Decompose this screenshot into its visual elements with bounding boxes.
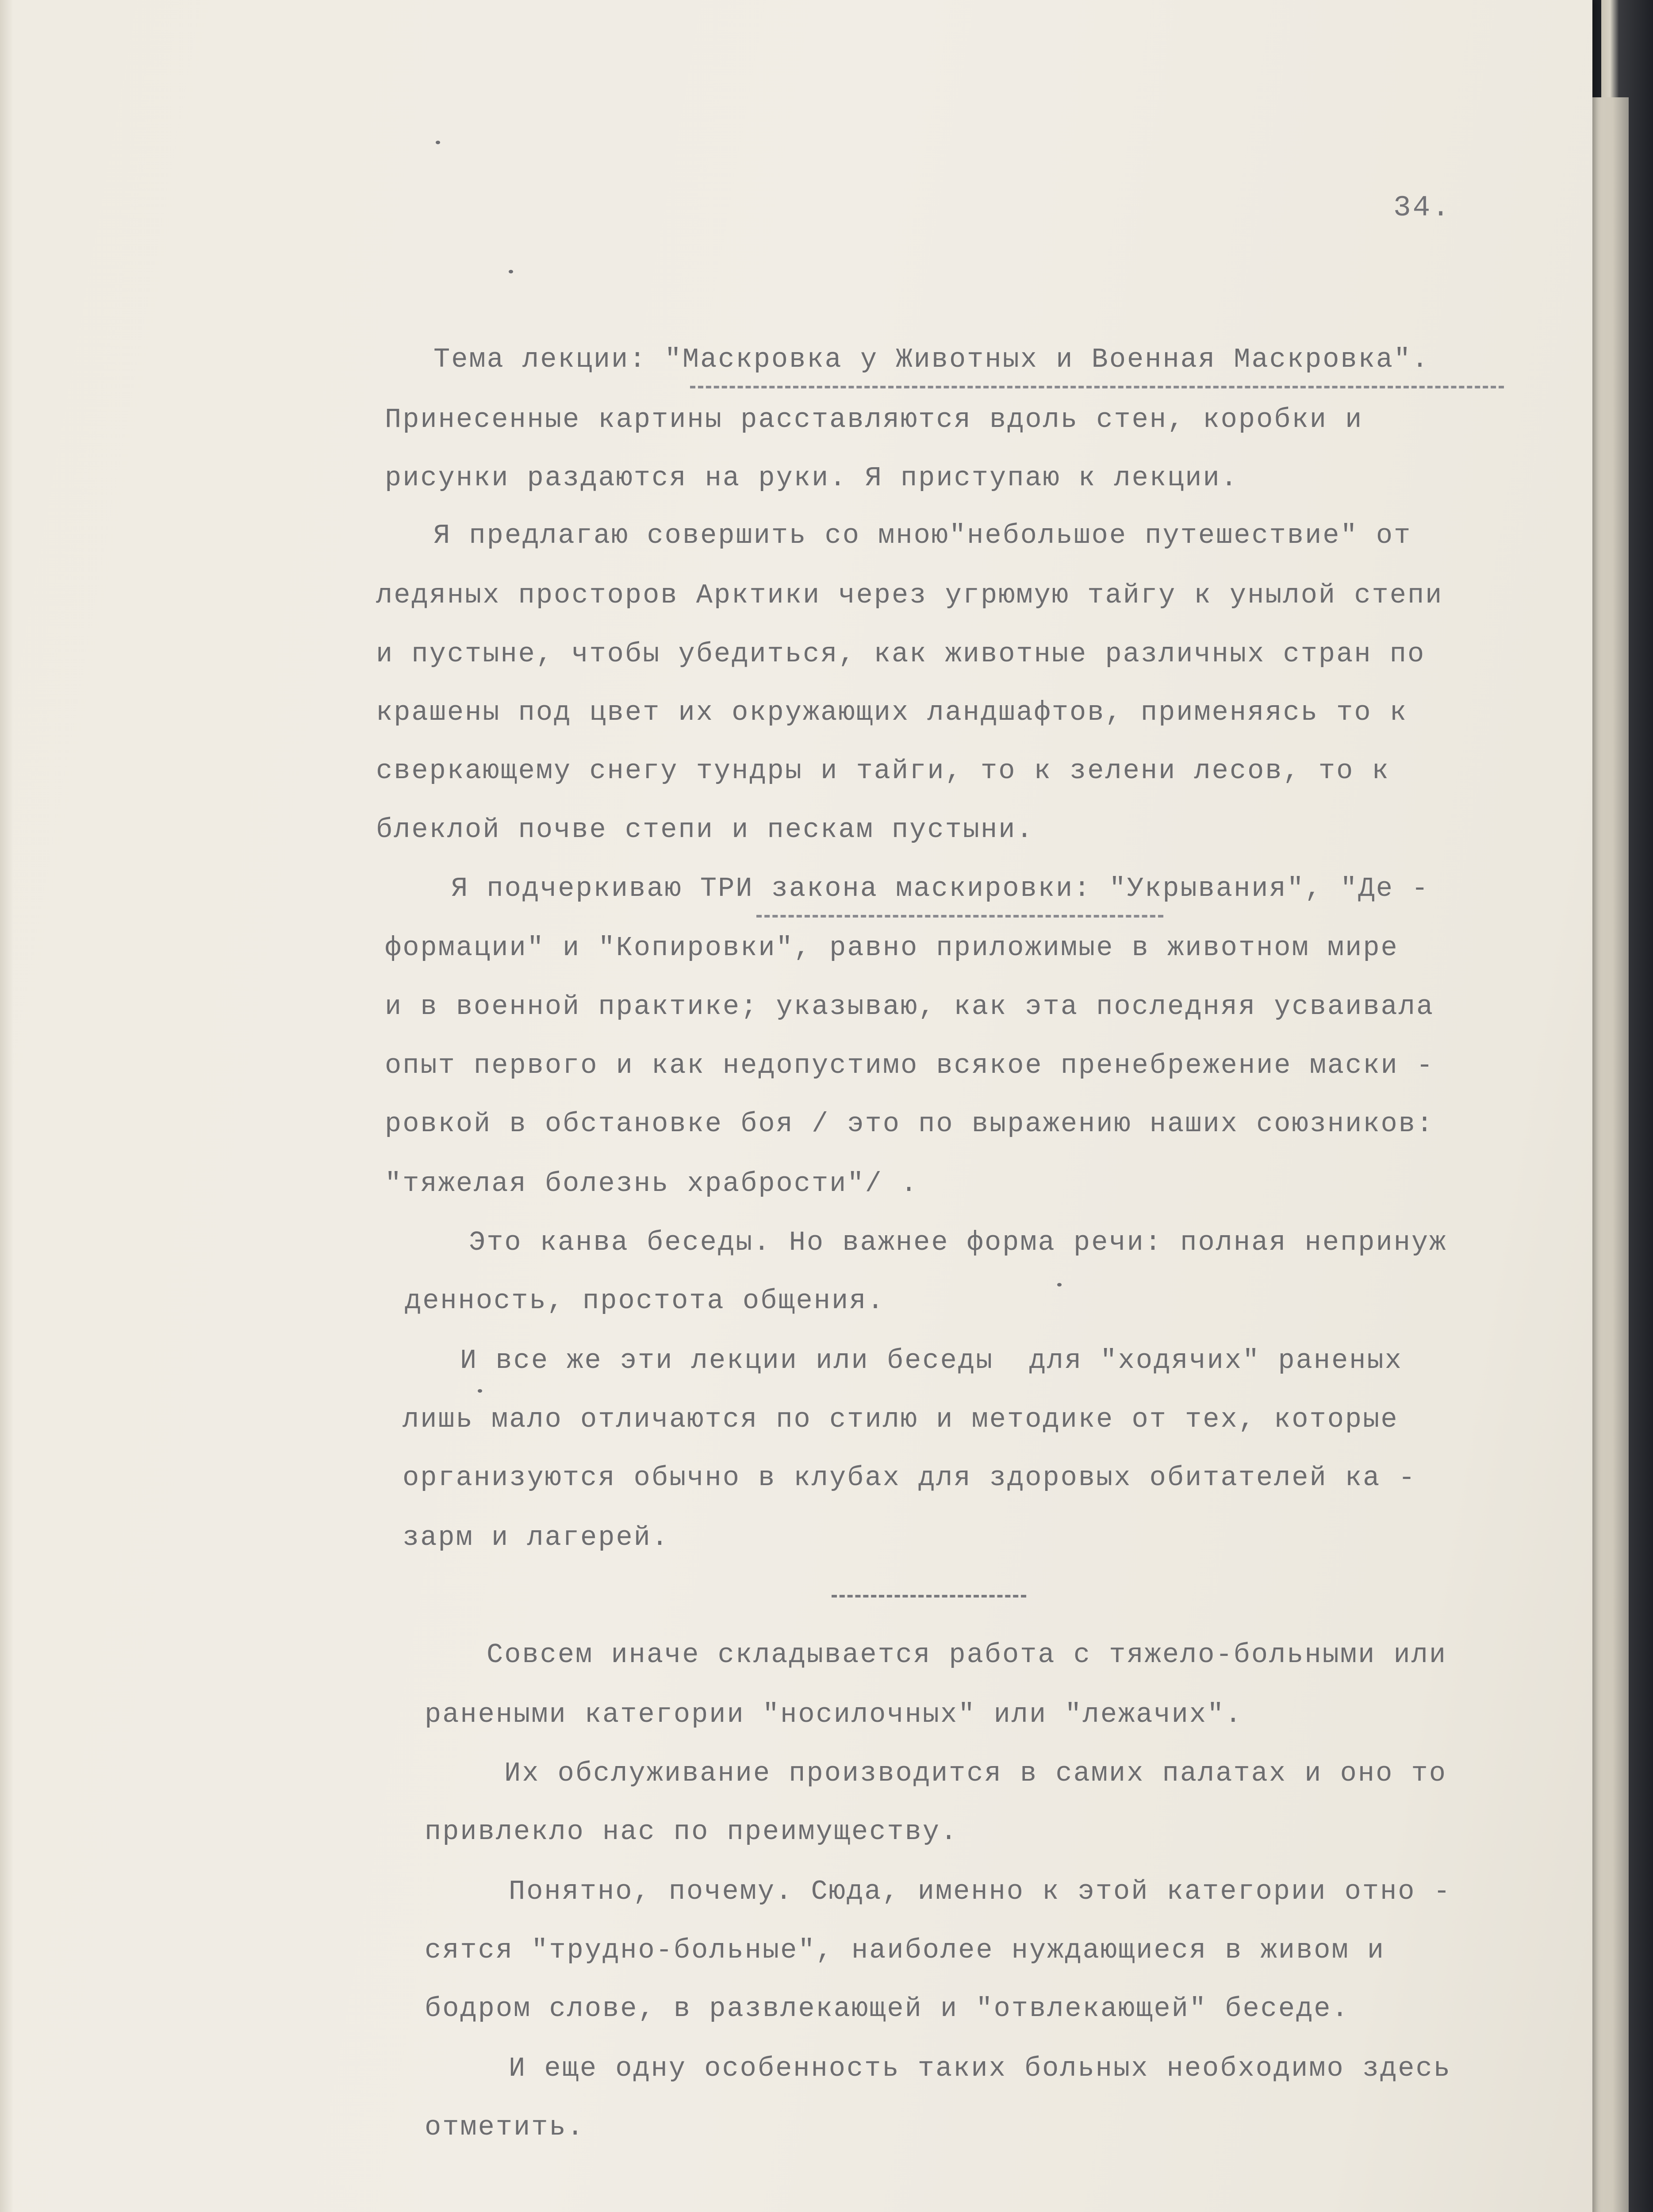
text-line: Понятно, почему. Сюда, именно к этой категории отно - xyxy=(509,1876,1451,1907)
text-line: формации" и "Копировки", равно приложимые в животном мире xyxy=(385,932,1399,964)
text-line: организуются обычно в клубах для здоровых обитателей ка - xyxy=(403,1462,1416,1494)
text-line: привлекло нас по преимуществу. xyxy=(425,1816,959,1847)
text-line: лишь мало отличаются по стилю и методике от тех, которые xyxy=(403,1404,1399,1435)
section-separator xyxy=(832,1595,1026,1598)
text-line: блеклой почве степи и пескам пустыни. xyxy=(376,814,1034,845)
text-line: Принесенные картины расставляются вдоль стен, коробки и xyxy=(385,404,1363,435)
text-line: опыт первого и как недопустимо всякое пренебрежение маски - xyxy=(385,1050,1434,1081)
laws-underline xyxy=(756,915,1163,918)
text-line: сятся "трудно-больные", наиболее нуждающиеся в живом и xyxy=(425,1935,1385,1966)
text-line: И еще одну особенность таких больных необходимо здесь xyxy=(509,2053,1451,2084)
text-line: Это канва беседы. Но важнее форма речи: полная непринуж xyxy=(469,1227,1447,1258)
text-line: ледяных просторов Арктики через угрюмую тайгу к унылой степи xyxy=(376,580,1443,611)
title-underline xyxy=(690,386,1504,388)
text-line: Их обслуживание производится в самих палатах и оно то xyxy=(504,1758,1447,1789)
text-line: "тяжелая болезнь храбрости"/ . xyxy=(385,1168,919,1199)
text-line: бодром слове, в развлекающей и "отвлекающей" беседе. xyxy=(425,1993,1350,2024)
text-line: и пустыне, чтобы убедиться, как животные различных стран по xyxy=(376,638,1426,670)
text-line: Совсем иначе складывается работа с тяжело-больными или xyxy=(487,1639,1447,1671)
text-line: ранеными категории "носилочных" или "лежачих". xyxy=(425,1699,1243,1730)
paper-speck xyxy=(478,1389,482,1393)
page-number: 34. xyxy=(1393,191,1451,224)
text-line: И все же эти лекции или беседы для "ходячих" раненых xyxy=(460,1345,1403,1376)
text-line: Я предлагаю совершить со мною"небольшое путешествие" от xyxy=(433,520,1412,551)
text-line: крашены под цвет их окружающих ландшафтов, применяясь то к xyxy=(376,697,1408,728)
paper-speck xyxy=(509,270,513,273)
paper-speck xyxy=(1057,1283,1062,1286)
text-line-title: Тема лекции: "Маскровка у Животных и Военная Маскровка". xyxy=(433,344,1430,375)
text-line: и в военной практике; указываю, как эта последняя усваивала xyxy=(385,991,1434,1022)
text-line: ровкой в обстановке боя / это по выражению наших союзников: xyxy=(385,1108,1434,1140)
text-line: Я подчеркиваю ТРИ закона маскировки: "Укрывания", "Де - xyxy=(451,873,1430,904)
text-line: денность, простота общения. xyxy=(405,1285,885,1317)
paper-speck xyxy=(436,141,440,144)
text-line: отметить. xyxy=(425,2112,585,2143)
text-line: зарм и лагерей. xyxy=(403,1522,670,1553)
text-line: рисунки раздаются на руки. Я приступаю к лекции. xyxy=(385,462,1239,494)
text-line: сверкающему снегу тундры и тайги, то к зелени лесов, то к xyxy=(376,755,1390,787)
